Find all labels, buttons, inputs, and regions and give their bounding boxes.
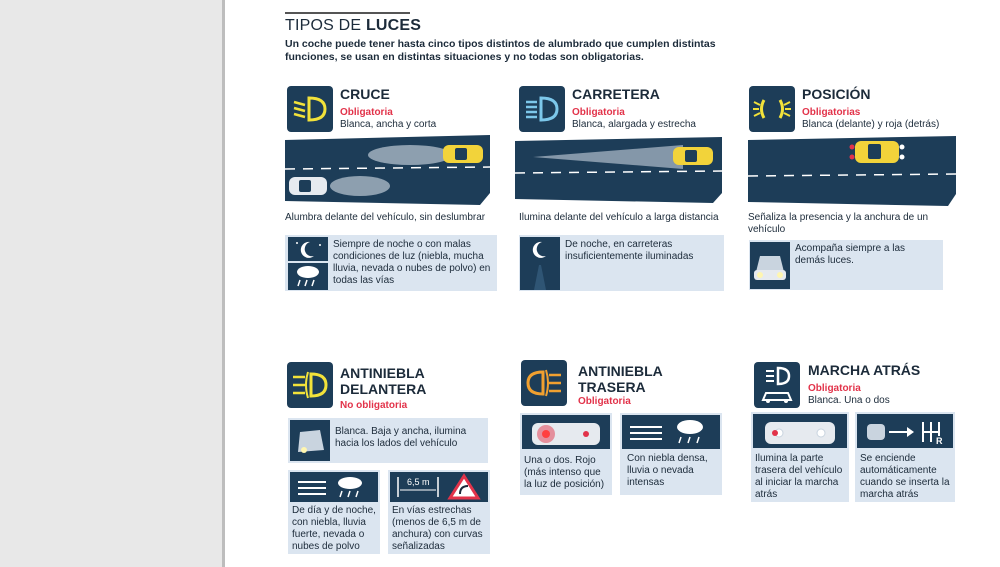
cruce-info: Siempre de noche o con malas condiciones de luz (niebla, mucha lluvia, nevada o nubes de polvo) en todas las vías: [333, 239, 491, 286]
front-fog-icon: [287, 362, 333, 408]
car-side-icon: [290, 420, 330, 461]
antiniebla-del-info-2: De día y de noche, con niebla, lluvia fuerte, nevada o nubes de polvo: [292, 505, 376, 552]
left-gray-margin: [0, 0, 222, 567]
cruce-road-illustration: [285, 135, 490, 205]
antiniebla-del-status: No obligatoria: [340, 400, 408, 411]
moon-icon: [288, 237, 328, 261]
marcha-atras-status: Obligatoria: [808, 383, 861, 394]
marcha-atras-info-2: Se enciende automáticamente cuando se inserta la marcha atrás: [860, 453, 950, 500]
posicion-title: POSICIÓN: [802, 86, 871, 102]
car-rear-red-light-icon: [522, 415, 610, 449]
position-light-icon: [749, 86, 795, 132]
antiniebla-del-title-2: DELANTERA: [340, 381, 427, 397]
reverse-gear-label: R: [936, 436, 943, 446]
carretera-status: Obligatoria: [572, 107, 625, 118]
low-beam-icon: [287, 86, 333, 132]
antiniebla-del-info-3: En vías estrechas (menos de 6,5 m de anchura) con curvas señalizadas: [392, 505, 483, 552]
carretera-caption: Ilumina delante del vehículo a larga distancia: [519, 212, 719, 223]
antiniebla-del-title-1: ANTINIEBLA: [340, 365, 425, 381]
posicion-road-illustration: [748, 136, 956, 206]
carretera-desc: Blanca, alargada y estrecha: [572, 119, 696, 130]
antiniebla-tras-info-1: Una o dos. Rojo (más intenso que la luz de posición): [524, 455, 605, 490]
rain-cloud-icon: [288, 263, 328, 290]
marcha-atras-info-1: Ilumina la parte trasera del vehículo al iniciar la marcha atrás: [755, 453, 843, 500]
car-front-icon: [750, 242, 790, 289]
night-road-icon: [520, 237, 560, 290]
marcha-atras-desc: Blanca. Una o dos: [808, 395, 890, 406]
width-label: 6,5 m: [407, 477, 430, 487]
antiniebla-tras-title-2: TRASERA: [578, 379, 646, 395]
carretera-title: CARRETERA: [572, 86, 660, 102]
fog-cloud-icon: [290, 472, 378, 502]
narrow-curve-road-icon: [390, 472, 488, 502]
antiniebla-tras-status: Obligatoria: [578, 396, 631, 407]
cruce-title: CRUCE: [340, 86, 390, 102]
carretera-info: De noche, en carreteras insuficientemente iluminadas: [565, 239, 694, 262]
dense-fog-icon: [622, 415, 720, 449]
antiniebla-tras-info-2: Con niebla densa, lluvia o nevada intensas: [627, 453, 708, 488]
antiniebla-tras-title-1: ANTINIEBLA: [578, 363, 663, 379]
page-title: TIPOS DE LUCES: [285, 17, 422, 34]
carretera-road-illustration: [515, 137, 722, 203]
posicion-status: Obligatorias: [802, 107, 861, 118]
rear-fog-icon: [521, 360, 567, 406]
cruce-desc: Blanca, ancha y corta: [340, 119, 437, 130]
cruce-caption: Alumbra delante del vehículo, sin deslumbrar: [285, 212, 486, 223]
high-beam-icon: [519, 86, 565, 132]
reverse-light-icon: [754, 362, 800, 408]
car-rear-white-light-icon: [753, 414, 847, 448]
posicion-info: Acompaña siempre a las demás luces.: [795, 243, 906, 266]
posicion-caption: Señaliza la presencia y la anchura de un vehículo: [748, 212, 929, 235]
header-rule: [285, 12, 410, 14]
marcha-atras-title: MARCHA ATRÁS: [808, 362, 921, 378]
cruce-status: Obligatoria: [340, 107, 393, 118]
antiniebla-del-info-1: Blanca. Baja y ancha, ilumina hacia los lados del vehículo: [335, 426, 467, 449]
posicion-desc: Blanca (delante) y roja (detrás): [802, 119, 940, 130]
intro-text: Un coche puede tener hasta cinco tipos distintos de alumbrado que cumplen distintas funciones, se usan en distintas situaciones y no todas son obligatorias.: [285, 38, 716, 63]
